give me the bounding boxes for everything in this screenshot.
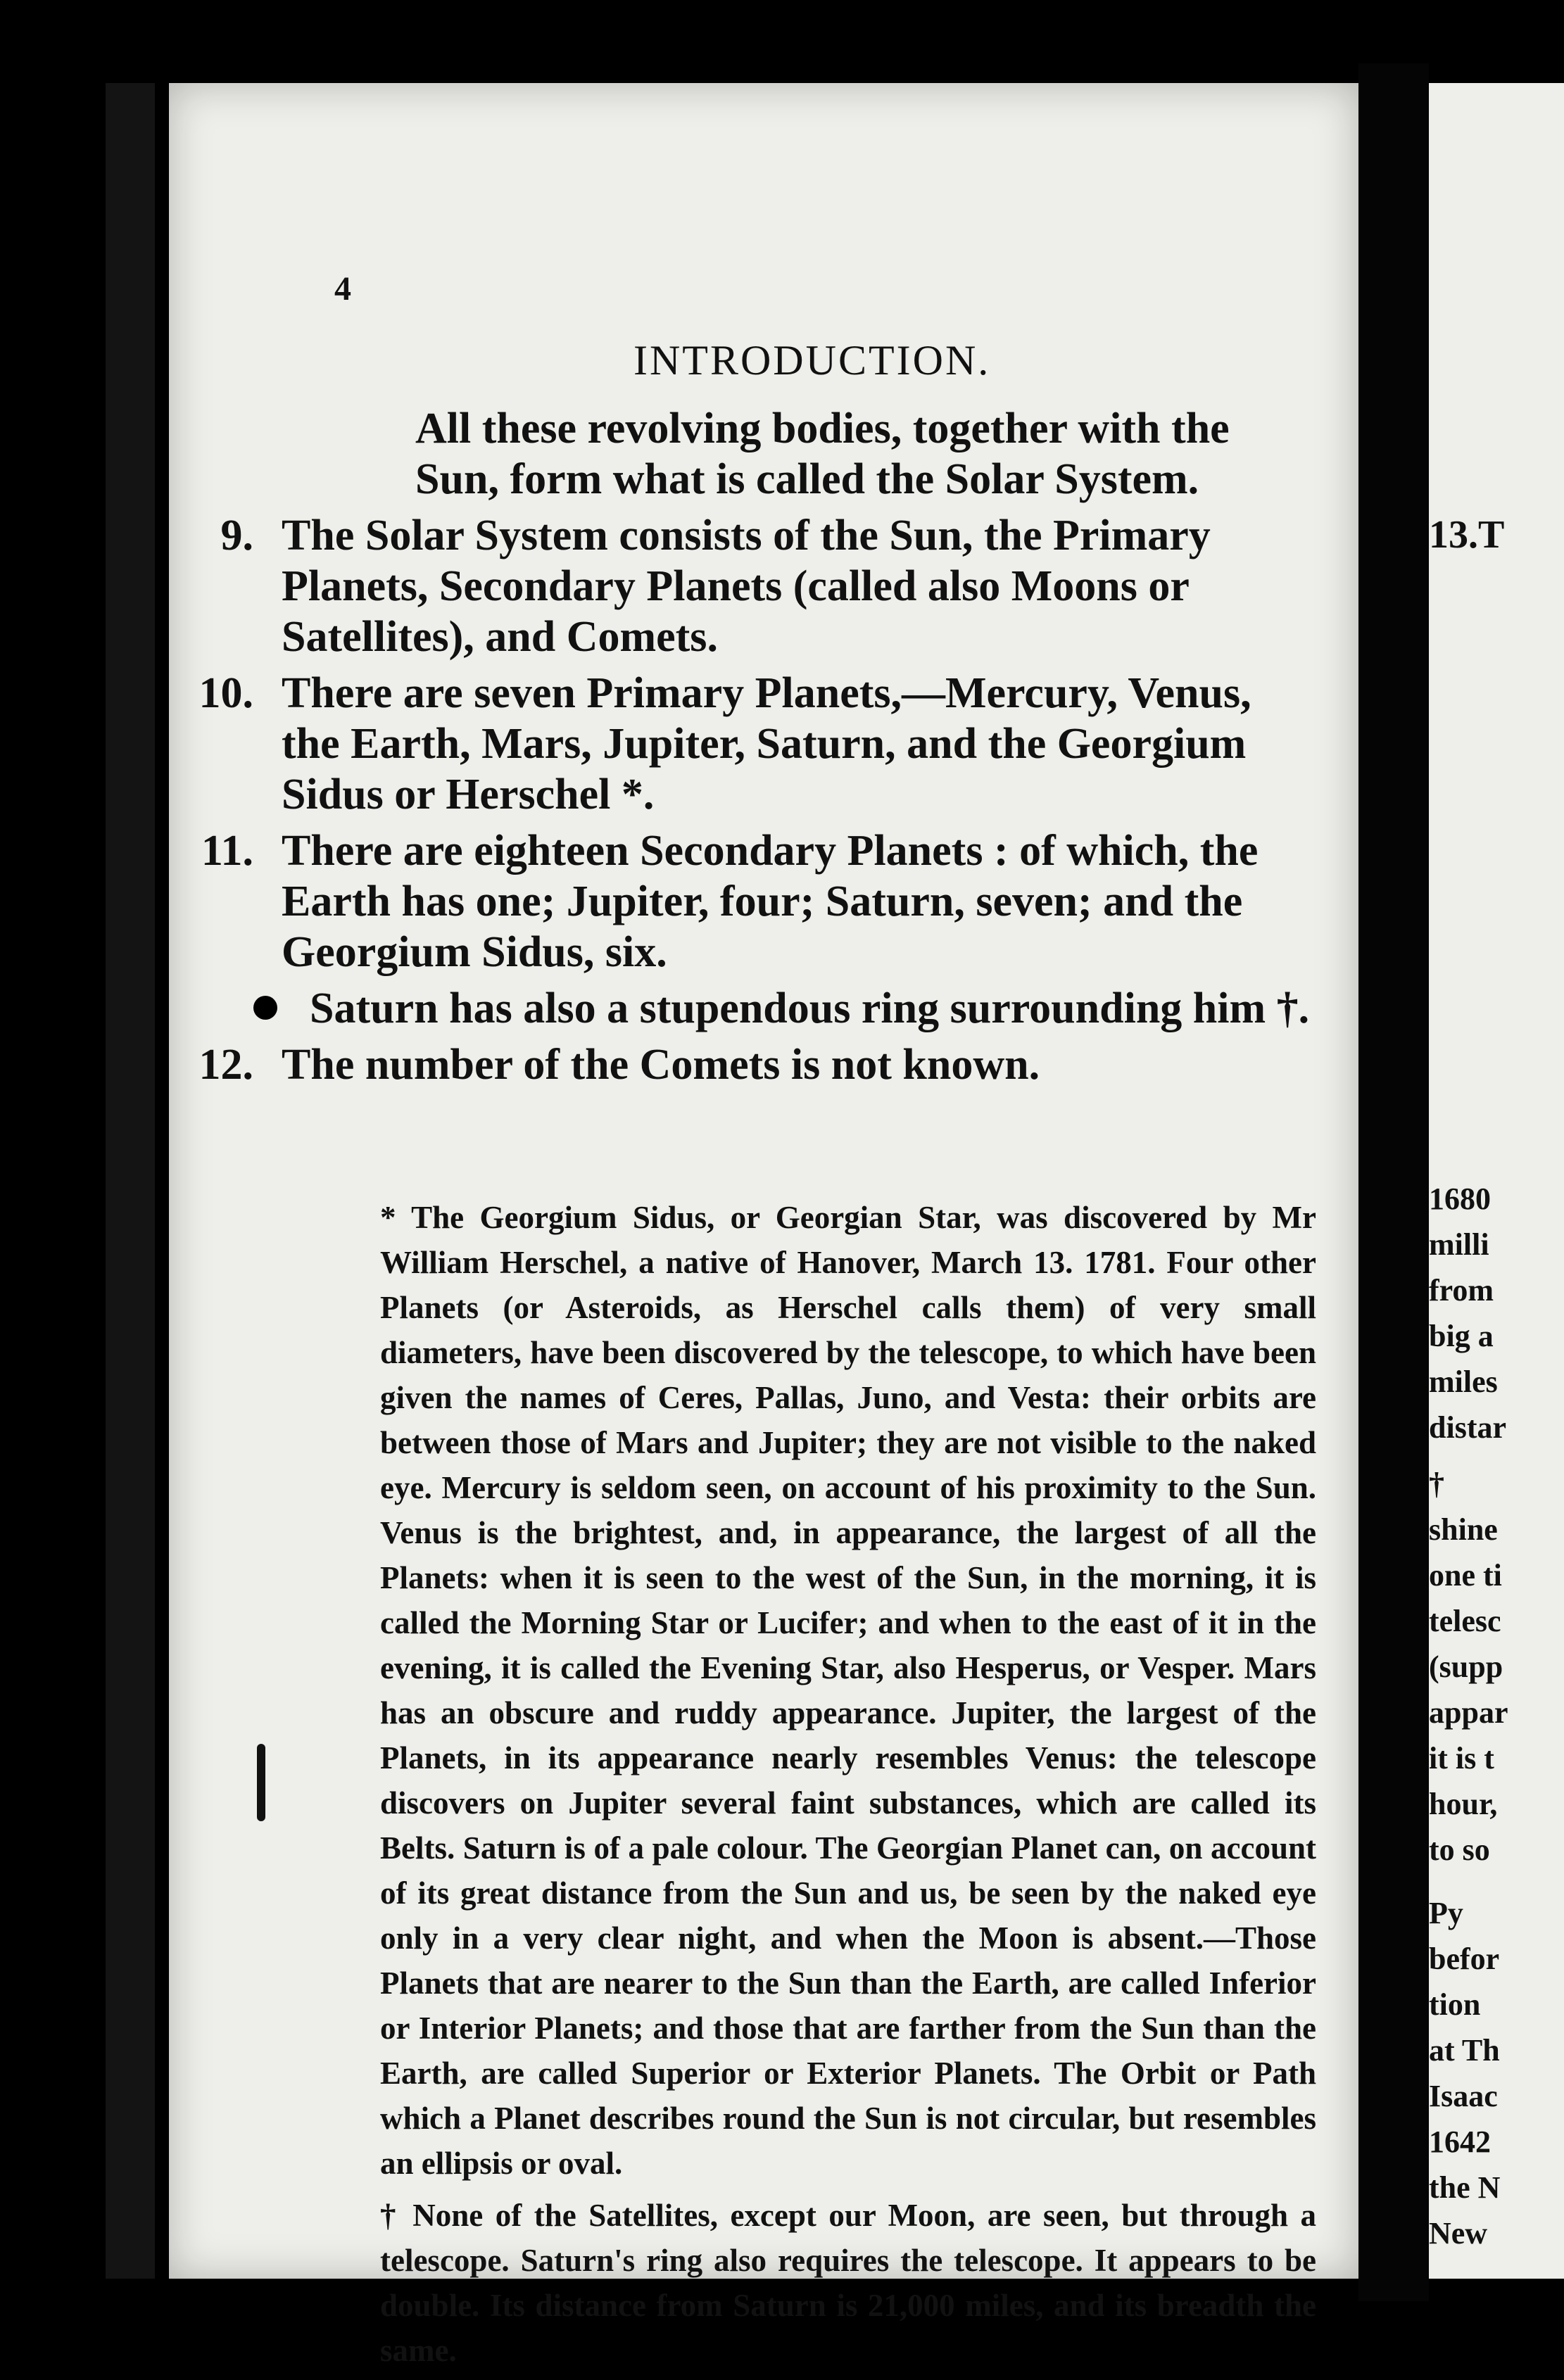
footnotes <box>380 1195 1316 2380</box>
book-gutter <box>1358 63 1429 2301</box>
paragraph-9: 9. The Solar System consists of the Sun, the Primary Planets, Secondary Planets (called also Moons or Satellites), and Comets. <box>169 510 1358 662</box>
paragraph-12: 12. The number of the Comets is not known. <box>169 1039 1358 1090</box>
facing-page-text: befor <box>1429 1942 1500 1976</box>
body-text <box>169 403 1358 1096</box>
facing-page-text: to so <box>1429 1833 1490 1867</box>
facing-page-text: appar <box>1429 1695 1508 1730</box>
paragraph-number: 11. <box>201 827 253 875</box>
facing-page-text: New <box>1429 2216 1488 2251</box>
facing-page-edge <box>1429 83 1564 2279</box>
book-page <box>169 83 1358 2368</box>
facing-page-text: one ti <box>1429 1558 1502 1593</box>
ink-blot-mark <box>253 996 277 1020</box>
paragraph-10: 10. There are seven Primary Planets,—Mercury, Venus, the Earth, Mars, Jupiter, Saturn, and the Georgium Sidus or Herschel *. <box>169 668 1358 820</box>
facing-page-text: the N <box>1429 2170 1501 2205</box>
facing-page-text: shine <box>1429 1512 1498 1547</box>
facing-page-text: tion <box>1429 1987 1481 2022</box>
facing-page-text: telesc <box>1429 1604 1501 1638</box>
facing-page-text: hour, <box>1429 1787 1498 1821</box>
paragraph-number: 9. <box>220 512 253 559</box>
footnote-satellites: † None of the Satellites, except our Moon, are seen, but through a telescope. Saturn's ring also requires the telescope. It appears to be double. Its distance from Saturn is 21,000 miles, and its breadth the same. <box>380 2198 1316 2368</box>
facing-page-text: 13.T <box>1429 513 1505 557</box>
footnote-georgium-sidus: * The Georgium Sidus, or Georgian Star, was discovered by Mr William Herschel, a native of Hanover, March 13. 1781. Four other Planets (or Asteroids, as Herschel calls them) of very small diameters, have been discovered by the telescope, to which have been given the names of Ceres, Pallas, Juno, and Vesta: their orbits are between those of Mars and Jupiter; they are not visible to the naked eye. Mercury is seldom seen, on account of his proximity to the Sun. Venus is the brightest, and, in appearance, the largest of all the Planets: when it is seen to the west of the Sun, in the morning, it is called the Morning Star or Lucifer; and when to the east of it in the evening, it is called the Evening Star, also Hesperus, or Vesper. Mars has an obscure and ruddy appearance. Jupiter, the largest of the Planets, in its appearance nearly resembles Venus: the telescope discovers on Jupiter several faint substances, which are called its Belts. Saturn is of a pale colour. The Georgian Planet can, on account of its great distance from the Sun and us, be seen by the naked eye only in a very clear night, and when the Moon is absent.—Those Planets that are nearer to the Sun than the Earth, are called Inferior or Interior Planets; and those that are farther from the Sun than the Earth, are called Superior or Exterior Planets. The Orbit or Path which a Planet describes round the Sun is not circular, but resembles an ellipsis or oval. <box>380 1200 1316 2181</box>
facing-page-text: it is t <box>1429 1741 1494 1775</box>
facing-page-text: (supp <box>1429 1650 1503 1684</box>
facing-page-text: † <box>1429 1467 1444 1501</box>
facing-page-text: 1642 <box>1429 2125 1491 2159</box>
facing-page-text: from <box>1429 1273 1494 1308</box>
paragraph-number: 12. <box>198 1041 253 1089</box>
facing-page-text: Isaac <box>1429 2079 1498 2113</box>
paragraph-11: 11. There are eighteen Secondary Planets : of which, the Earth has one; Jupiter, four; Saturn, seven; and the Georgium Sidus, six. <box>169 825 1358 977</box>
left-page-edge <box>106 83 155 2279</box>
facing-page-text: big a <box>1429 1319 1494 1353</box>
facing-page-text: milli <box>1429 1227 1489 1262</box>
running-head: INTRODUCTION. <box>633 337 991 384</box>
margin-mark <box>257 1744 265 1821</box>
page-number: 4 <box>334 270 351 308</box>
paragraph-saturn-ring: Saturn has also a stupendous ring surrounding him †. <box>169 983 1358 1034</box>
facing-page-text: Py <box>1429 1896 1463 1930</box>
facing-page-text: 1680 <box>1429 1182 1491 1216</box>
facing-page-text: distar <box>1429 1410 1506 1445</box>
facing-page-text: miles <box>1429 1365 1498 1399</box>
facing-page-text: at Th <box>1429 2033 1500 2068</box>
paragraph-number: 10. <box>198 669 253 717</box>
paragraph-solar-system: All these revolving bodies, together with the Sun, form what is called the Solar System. <box>415 405 1230 503</box>
